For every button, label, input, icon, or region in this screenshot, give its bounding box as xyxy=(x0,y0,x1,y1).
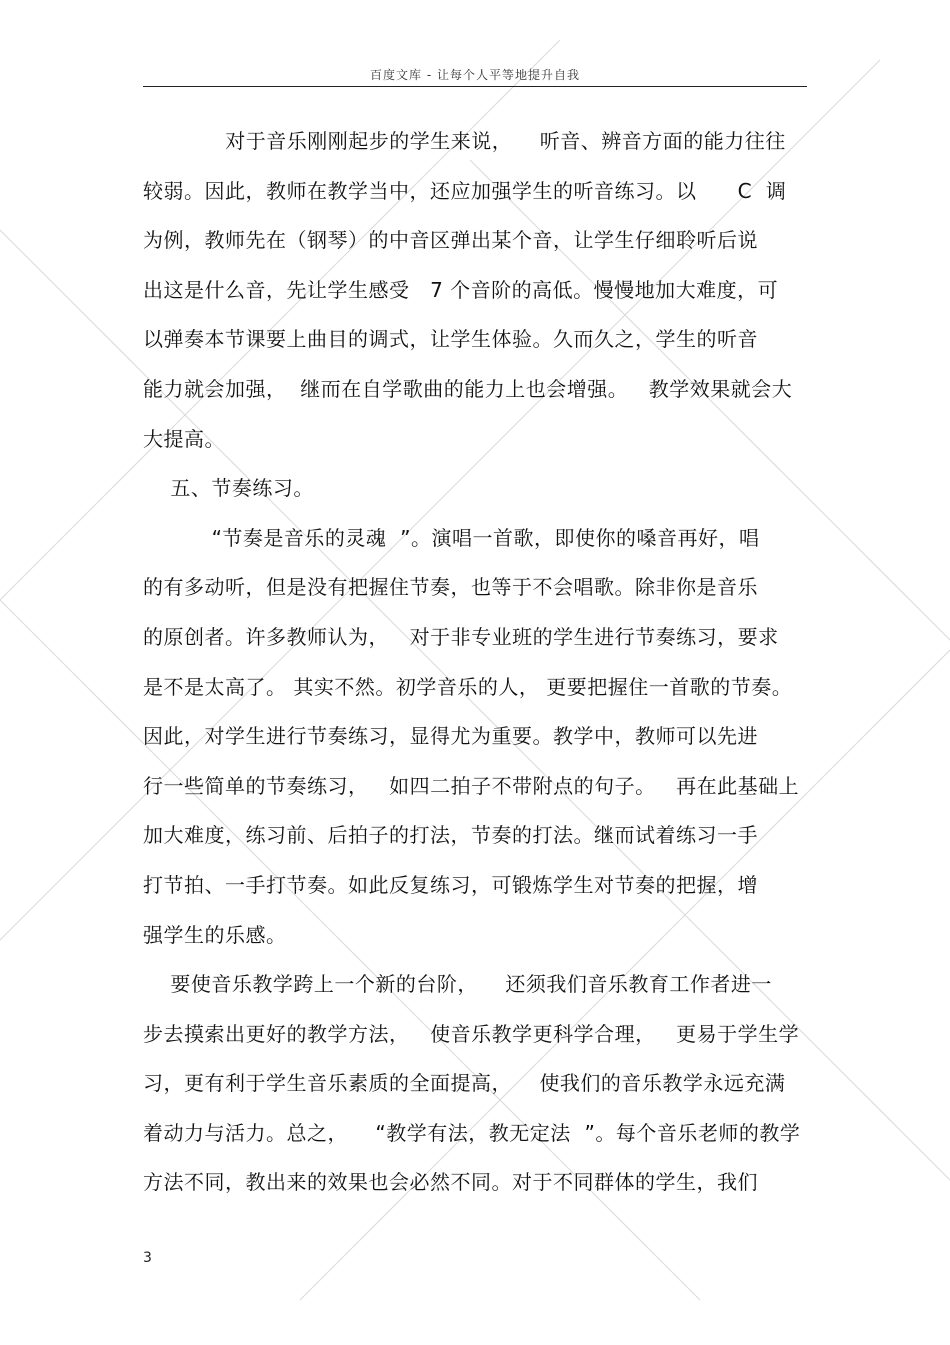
text-line: “节奏是音乐的灵魂 ”。演唱一首歌，即使你的嗓音再好，唱 xyxy=(143,525,760,550)
section-heading: 五、节奏练习。 xyxy=(143,476,314,501)
text-line: 强学生的乐感。 xyxy=(143,922,287,947)
header-divider xyxy=(143,86,807,87)
page-number: 3 xyxy=(143,1250,152,1266)
text-line: 较弱。因此，教师在教学当中，还应加强学生的听音练习。以 C 调 xyxy=(143,178,787,203)
text-line: 着动力与活力。总之， “教学有法，教无定法 ”。每个音乐老师的教学 xyxy=(143,1120,801,1145)
text-line: 对于音乐刚刚起步的学生来说， 听音、辨音方面的能力往往 xyxy=(143,129,786,153)
text-line: 因此，对学生进行节奏练习，显得尤为重要。教学中，教师可以先进 xyxy=(143,724,758,749)
text-line: 的有多动听，但是没有把握住节奏，也等于不会唱歌。除非你是音乐 xyxy=(143,575,758,600)
text-line: 习，更有利于学生音乐素质的全面提高， 使我们的音乐教学永远充满 xyxy=(143,1071,786,1096)
text-line: 打节拍、一手打节奏。如此反复练习，可锻炼学生对节奏的把握，增 xyxy=(143,872,758,897)
text-line: 大提高。 xyxy=(143,426,225,451)
text-line: 出这是什么音，先让学生感受 7 个音阶的高低。慢慢地加大难度，可 xyxy=(143,277,779,302)
text-line: 的原创者。许多教师认为， 对于非专业班的学生进行节奏练习，要求 xyxy=(143,624,779,649)
text-line: 能力就会加强， 继而在自学歌曲的能力上也会增强。 教学效果就会大 xyxy=(143,376,793,401)
text-line: 是不是太高了。 其实不然。初学音乐的人， 更要把握住一首歌的节奏。 xyxy=(143,674,793,699)
text-line: 为例，教师先在（钢琴）的中音区弹出某个音，让学生仔细聆听后说 xyxy=(143,228,758,253)
text-line: 加大难度，练习前、后拍子的打法，节奏的打法。继而试着练习一手 xyxy=(143,823,758,848)
text-line: 要使音乐教学跨上一个新的台阶， 还须我们音乐教育工作者进一 xyxy=(143,972,772,997)
text-line: 步去摸索出更好的教学方法， 使音乐教学更科学合理， 更易于学生学 xyxy=(143,1021,800,1046)
text-line: 行一些简单的节奏练习， 如四二拍子不带附点的句子。 再在此基础上 xyxy=(143,773,800,798)
text-line: 方法不同，教出来的效果也会必然不同。对于不同群体的学生，我们 xyxy=(143,1170,758,1195)
page-header: 百度文库 - 让每个人平等地提升自我 xyxy=(370,68,580,82)
text-line: 以弹奏本节课要上曲目的调式，让学生体验。久而久之，学生的听音 xyxy=(143,327,758,352)
document-body xyxy=(143,122,813,1213)
